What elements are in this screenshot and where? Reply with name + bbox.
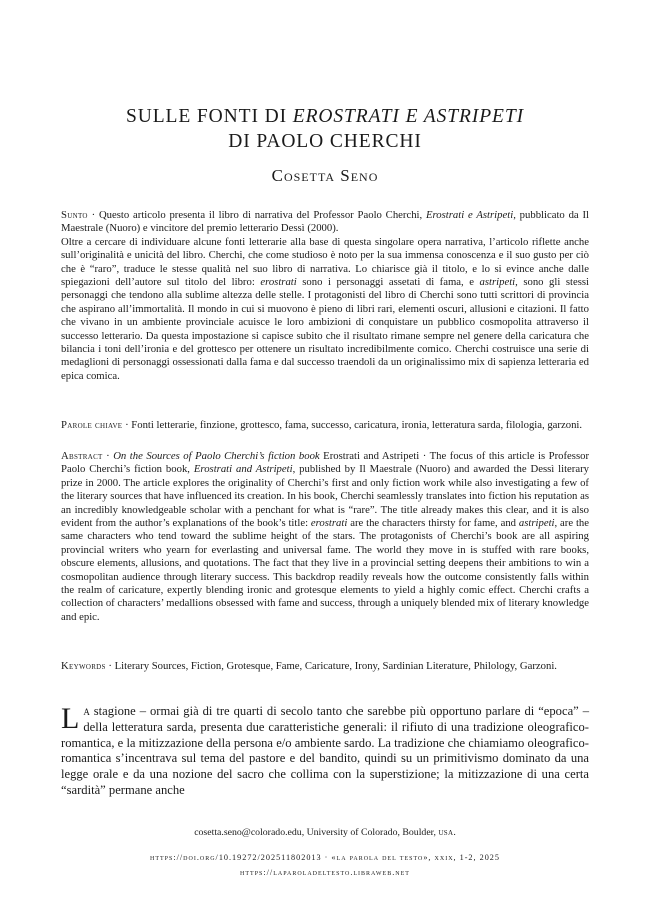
abstract-text: , are the same characters who tend toward the sublime height of the stars. The protagonists of Cherchi’s book are all aspiring provincial writers who yearn for everlasting and universal fame. The world they move in is stuffed with rare books, obscure elements, allusions, and quotations. The fact that they live in a provincial setting deepens their ambitions to win a cosmopolitan audience through literary success. This backdrop readily reveals how the outcome consistently falls within the realm of caricature, expertly blending ironic and grotesque elements to yield a highly comic effect. Cherchi crafts a collection of characters’ medallions obsessed with fame and success, through a uniquely blended mix of literary knowledge and epic. [61, 517, 590, 623]
title-book-name: EROSTRATI E ASTRIPETI [292, 106, 524, 127]
term-astripeti: astripeti [479, 276, 516, 289]
title-line-2: DI PAOLO CHERCHI [228, 131, 422, 152]
author-name: Cosetta Seno [271, 166, 379, 185]
author-email[interactable]: cosetta.seno@colorado.edu [194, 827, 302, 838]
sunto-label: Sunto [61, 209, 88, 221]
parole-chiave-label: Parole chiave [61, 419, 123, 431]
keywords-text: Literary Sources, Fiction, Grotesque, Fame, Caricature, Irony, Sardinian Literature, Philology, Garzoni. [114, 660, 557, 672]
author-country: usa [438, 827, 454, 838]
title-line-1 [60, 104, 590, 129]
keywords-section [61, 660, 589, 673]
footer-doi[interactable]: https://doi.org/10.19272/202511802013 · «la parola del testo», xxix, 1-2, 2025 [150, 853, 500, 862]
sunto-text: Questo articolo presenta il libro di narrativa del Professor Paolo Cherchi, [98, 209, 426, 221]
term-astripeti: astripeti [518, 517, 555, 530]
sunto-text: , sono gli stessi personaggi che tendono alla sublime altezza delle stelle. I protagonisti del libro di Cherchi sono tutti scrittori di provincia che aspirano all’immortalità. Il mondo in cui si muovono è pieno di libri rari, elementi oscuri, allusioni e citazioni. Il fatto che vivano in un ambiente provinciale acuisce le loro ambizioni di conquistare un pubblico cosmopolita attraverso il successo letterario. Da questa impostazione si capisce subito che il risultato rimane sempre nel genere della caricatura che bilancia i toni dell’ironia e del grottesco per ottenere un risultato incredibilmente comico. Cherchi costruisce una serie di medaglioni di personaggi ossessionati dalla fama e dal successo traendoli da un originalissimo mix di sapienza letteraria ed epica comica. [61, 276, 589, 382]
keywords-paragraph [61, 660, 589, 673]
sunto-paragraph-1 [61, 209, 589, 236]
abstract-label: Abstract [61, 450, 103, 462]
separator: · [105, 660, 115, 672]
abstract-section [61, 450, 589, 624]
sunto-text: sono i personaggi assetati di fama, e [296, 276, 480, 289]
sunto-book-title: Erostrati e Astripeti [426, 209, 514, 221]
author-affiliation: , University of Colorado, Boulder, [301, 827, 439, 838]
term-erostrati: erostrati [260, 276, 297, 289]
footer-website[interactable]: https://laparoladeltesto.libraweb.net [240, 868, 410, 877]
footnote-end: . [453, 827, 456, 838]
parole-chiave-section [61, 419, 589, 432]
drop-cap: L [61, 702, 80, 735]
separator: · [87, 209, 99, 221]
article-title [60, 104, 590, 154]
abstract-title: On the Sources of Paolo Cherchi’s fiction book [113, 450, 320, 462]
abstract-book-title: Erostrati and Astripeti [193, 463, 293, 476]
sunto-text: Oltre a cercare di individuare alcune fonti letterarie alla base di questa singolare opera narrativa, l’articolo riflette anche sull’originalità e unicità del libro. Cherchi, che come studioso è noto per la sua immensa conoscenza e il suo gusto per ciò che è “raro”, traduce le stesse qualità nel suo libro di narrativa. Lo chiarisce già il titolo, e lo si evince anche dalle spiegazioni dell’autore sul titolo del libro: [61, 235, 589, 289]
abstract-text: · The focus of this article is Professor Paolo Cherchi’s fiction book, [61, 450, 590, 476]
first-word: a [83, 704, 90, 718]
separator: · [122, 419, 132, 431]
term-erostrati: erostrati [310, 517, 348, 530]
parole-chiave-text: Fonti letterarie, finzione, grottesco, fama, successo, caricatura, ironia, letteratura sarda, filologia, garzoni. [131, 419, 583, 431]
separator: · [102, 450, 114, 462]
parole-chiave-paragraph [61, 419, 589, 432]
abstract-text: are the characters thirsty for fame, and [347, 517, 519, 530]
body-paragraph [61, 704, 589, 799]
abstract-paragraph [61, 450, 589, 624]
keywords-label: Keywords [61, 660, 106, 672]
sunto-paragraph-2 [61, 236, 589, 383]
abstract-text: , published by Il Maestrale (Nuoro) and awarded the Dessì literary prize in 2000. The article explores the originality of Cherchi’s first and only fiction work while also investigating a few of the literary sources that have influenced its creation. In his book, Cherchi seamlessly translates into fiction his reputation as an incredibly knowledgeable scholar with a penchant for what is “rare”. The title already makes this clear, and it is also evident from the author’s explanations of the book’s title: [61, 463, 590, 530]
sunto-text: , pubblicato da Il Maestrale (Nuoro) e vincitore del premio letterario Dessì (2000). [61, 209, 590, 235]
sunto-section [61, 209, 589, 383]
body-text: stagione – ormai già di tre quarti di secolo tanto che sarebbe più opportuno parlare di “epoca” – della letteratura sarda, presenta due caratteristiche generali: il rifiuto di una tradizione oleografico-romantica, e la mitizzazione della persona e/o ambiente sardo. La tradizione che chiamiamo oleografico-romantica s’incentrava sul tema del pastore e del bandito, quindi su un primitivismo dominato da una legge orale e da una nozione del sacro che collima con la superstizione; la mitizzazione di una certa “sardità” permane anche [61, 704, 589, 797]
title-prefix: SULLE FONTI DI [125, 106, 293, 127]
abstract-title-rest: Erostrati and Astripeti [319, 450, 420, 462]
author-footnote [60, 827, 590, 838]
